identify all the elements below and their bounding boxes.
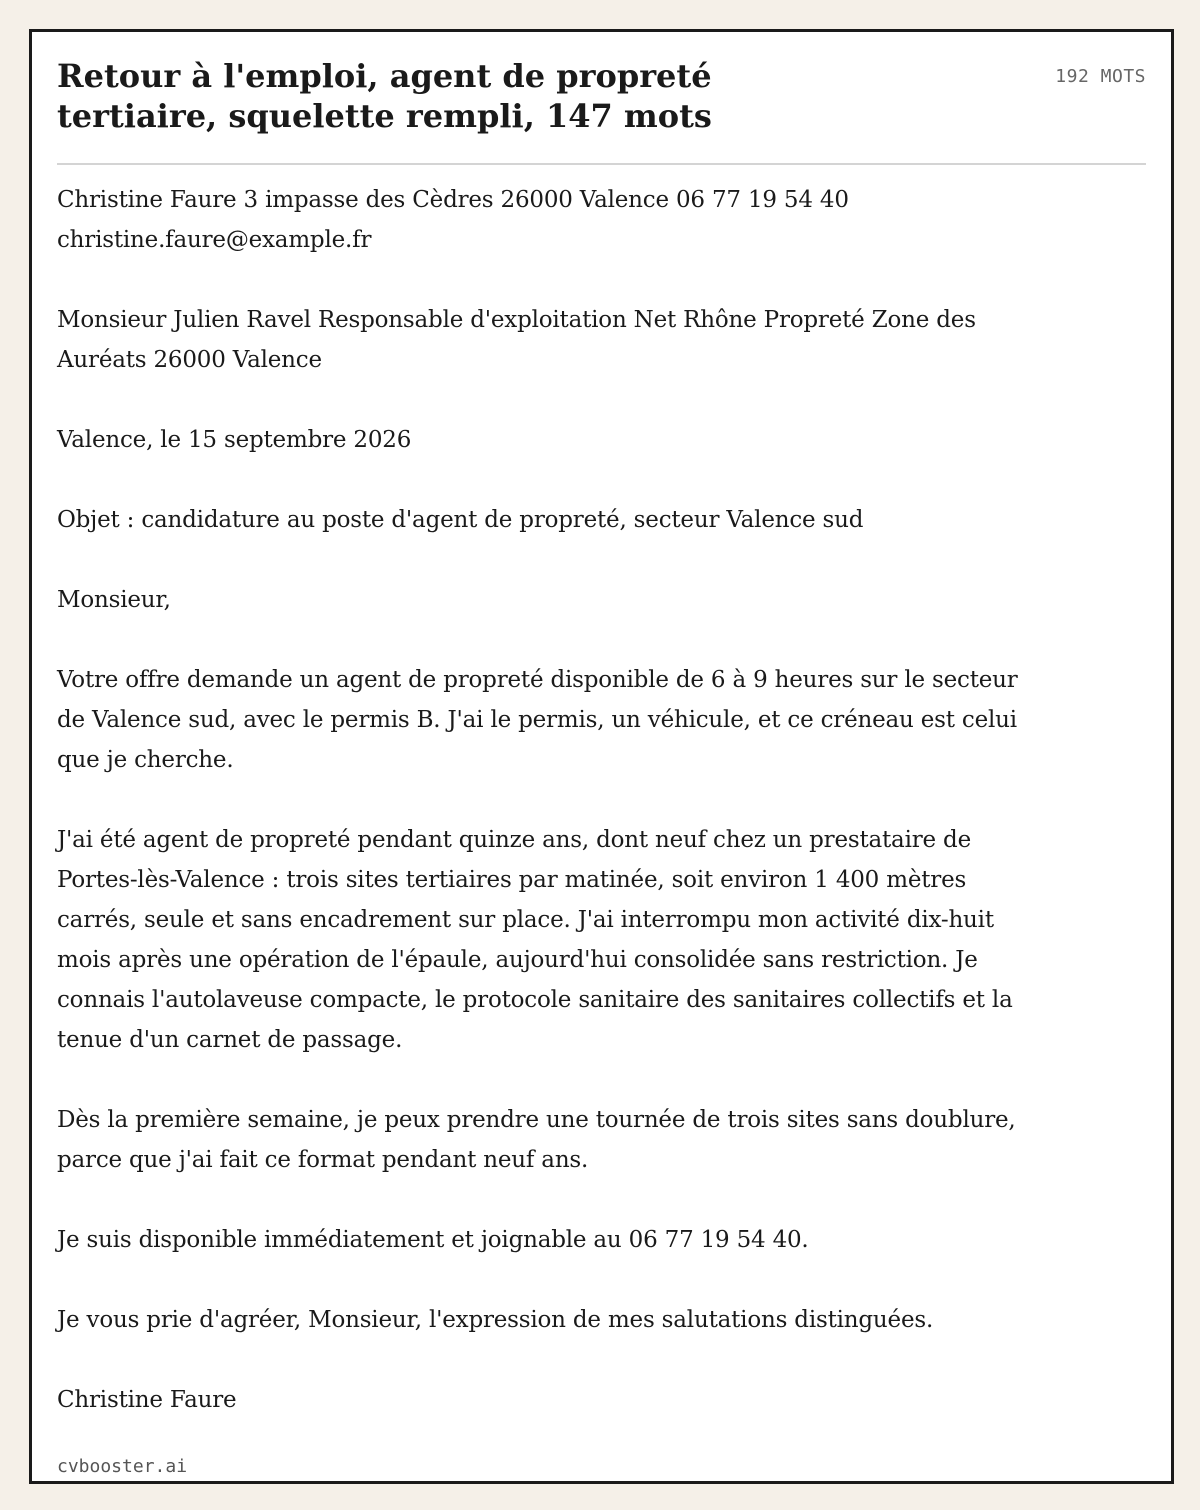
letter-paragraph-3: Dès la première semaine, je peux prendre une tournée de trois sites sans doublure, parce que j'ai fait ce format pendant neuf ans. (57, 1107, 1016, 1173)
letter-paragraph-1: Votre offre demande un agent de propreté disponible de 6 à 9 heures sur le secteur de Valence sud, avec le permis B. J'ai le permis, un véhicule, et ce créneau est celui que je cherche. (57, 667, 1018, 773)
sender-block: Christine Faure 3 impasse des Cèdres 26000 Valence 06 77 19 54 40 christine.faure@example.fr (57, 187, 849, 253)
letter-header (57, 56, 1146, 165)
letter-body (57, 180, 1037, 1460)
letter-card (29, 29, 1174, 1484)
letter-closing: Je vous prie d'agréer, Monsieur, l'expression de mes salutations distinguées. (57, 1307, 934, 1333)
word-count-badge: 192 MOTS (1055, 66, 1146, 87)
letter-signature: Christine Faure (57, 1387, 237, 1413)
recipient-block: Monsieur Julien Ravel Responsable d'exploitation Net Rhône Propreté Zone des Auréats 26000 Valence (57, 307, 976, 373)
letter-date: Valence, le 15 septembre 2026 (57, 427, 412, 453)
letter-availability: Je suis disponible immédiatement et joignable au 06 77 19 54 40. (57, 1227, 809, 1253)
letter-paragraph-2: J'ai été agent de propreté pendant quinze ans, dont neuf chez un prestataire de Portes-lès-Valence : trois sites tertiaires par matinée, soit environ 1 400 mètres carrés, seule et sans encadrement sur place. J'ai interrompu mon activité dix-huit mois après une opération de l'épaule, aujourd'hui consolidée sans restriction. Je connais l'autolaveuse compacte, le protocole sanitaire des sanitaires collectifs et la tenue d'un carnet de passage. (57, 827, 1013, 1053)
footer-brand: cvbooster.ai (57, 1456, 188, 1477)
letter-salutation: Monsieur, (57, 587, 171, 613)
page-title: Retour à l'emploi, agent de propreté tertiaire, squelette rempli, 147 mots (57, 57, 712, 135)
letter-subject: Objet : candidature au poste d'agent de propreté, secteur Valence sud (57, 507, 864, 533)
